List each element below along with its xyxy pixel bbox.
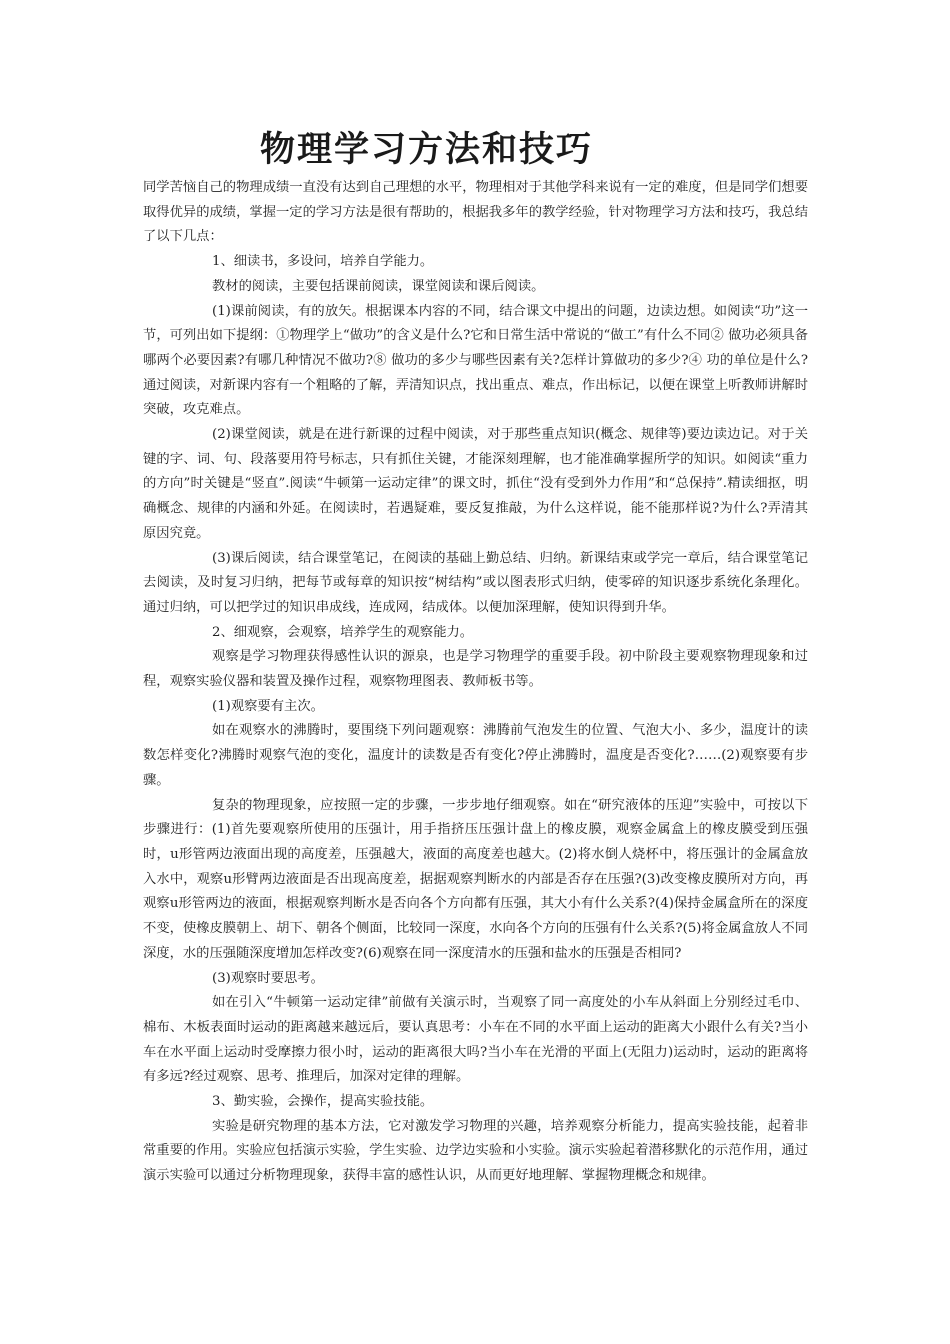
body-paragraph: 实验是研究物理的基本方法，它对激发学习物理的兴趣，培养观察分析能力，提高实验技能，起着非常重要的作用。实验应包括演示实验，学生实验、边学边实验和小实验。演示实验起着潜移默化的示范作用，通过演示实验可以通过分析物理现象，获得丰富的感性认识，从而更好地理解、掌握物理概念和规律。 <box>143 1118 808 1184</box>
section-heading: 1、细读书，多设问，培养自学能力。 <box>212 254 434 270</box>
body-paragraph: 教材的阅读，主要包括课前阅读，课堂阅读和课后阅读。 <box>212 278 545 294</box>
document-body <box>143 176 808 1189</box>
body-paragraph: (3)课后阅读，结合课堂笔记，在阅读的基础上勤总结、归纳。新课结束或学完一章后，结合课堂笔记去阅读，及时复习归纳，把每节或每章的知识按“树结构”或以图表形式归纳，使零碎的知识逐步系统化条理化。通过归纳，可以把学过的知识串成线，连成网，结成体。以便加深理解，使知识得到升华。 <box>143 550 808 615</box>
body-paragraph: (2)课堂阅读，就是在进行新课的过程中阅读，对于那些重点知识(概念、规律等)要边读边记。对于关键的字、词、句、段落要用符号标志，只有抓住关键，才能深刻理解，也才能准确掌握所学的知识。如阅读“重力的方向”时关键是“竖直”.阅读“牛顿第一运动定律”的课文时，抓住“没有受到外力作用”和“总保持”.精读细抠，明确概念、规律的内涵和外延。在阅读时，若遇疑难，要反复推敲，为什么这样说，能不能那样说?为什么?弄清其原因究竟。 <box>143 427 808 541</box>
body-paragraph: 如在引入“牛顿第一运动定律”前做有关演示时，当观察了同一高度处的小车从斜面上分别经过毛巾、棉布、木板表面时运动的距离越来越远后，要认真思考：小车在不同的水平面上运动的距离大小跟什么有关?当小车在水平面上运动时受摩擦力很小时，运动的距离很大吗?当小车在光滑的平面上(无阻力)运动时，运动的距离将有多远?经过观察、思考、推理后，加深对定律的理解。 <box>143 995 808 1085</box>
body-paragraph: 复杂的物理现象，应按照一定的步骤，一步步地仔细观察。如在“研究液体的压迎”实验中，可按以下步骤进行：(1)首先要观察所使用的压强计，用手指挤压压强计盘上的橡皮膜，观察金属盒上的橡皮膜受到压强时，u形管两边液面出现的高度差，压强越大，液面的高度差也越大。(2)将水倒人烧杯中，将压强计的金属盒放入水中，观察u形臂两边液面是否出现高度差，据据观察判断水的内部是否存在压强?(3)改变橡皮膜所对方向，再观察u形管两边的液面，根据观察判断水是否向各个方向都有压强，其大小有什么关系?(4)保持金属盒所在的深度不变，使橡皮膜朝上、胡下、朝各个侧面，比较同一深度，水向各个方向的压强有什么关系?(5)将金属盒放人不同深度，水的压强随深度增加怎样改变?(6)观察在同一深度清水的压强和盐水的压强是否相同? <box>143 797 808 961</box>
section-heading: 3、勤实验，会操作，提高实验技能。 <box>212 1094 434 1110</box>
section-heading: 2、细观察，会观察，培养学生的观察能力。 <box>212 624 474 640</box>
body-paragraph: 观察是学习物理获得感性认识的源泉，也是学习物理学的重要手段。初中阶段主要观察物理现象和过程，观察实验仪器和装置及操作过程，观察物理图表、教师板书等。 <box>143 649 808 690</box>
document-title: 物理学习方法和技巧 <box>260 129 594 170</box>
body-paragraph: (1)课前阅读，有的放矢。根据课本内容的不同，结合课文中提出的问题，边读边想。如阅读“功”这一节，可列出如下提纲：①物理学上“做功”的含义是什么?它和日常生活中常说的“做工”有什么不同② 做功必须具备哪两个必要因素?有哪几种情况不做功?⑧ 做功的多少与哪些因素有关?怎样计算做功的多少?④ 功的单位是什么?通过阅读，对新课内容有一个粗略的了解，弄清知识点，找出重点、难点，作出标记，以便在课堂上听教师讲解时突破，攻克难点。 <box>143 303 808 418</box>
sub-heading: (1)观察要有主次。 <box>212 698 324 714</box>
sub-heading: (3)观察时要思考。 <box>212 970 324 986</box>
intro-paragraph: 同学苦恼自己的物理成绩一直没有达到自己理想的水平，物理相对于其他学科来说有一定的难度，但是同学们想要取得优异的成绩，掌握一定的学习方法是很有帮助的，根据我多年的教学经验，针对物理学习方法和技巧，我总结了以下几点： <box>143 180 808 245</box>
body-paragraph: 如在观察水的沸腾时，要围绕下列问题观察：沸腾前气泡发生的位置、气泡大小、多少，温度计的读数怎样变化?沸腾时观察气泡的变化，温度计的读数是否有变化?停止沸腾时，温度是否变化?……(2)观察要有步骤。 <box>143 723 808 788</box>
